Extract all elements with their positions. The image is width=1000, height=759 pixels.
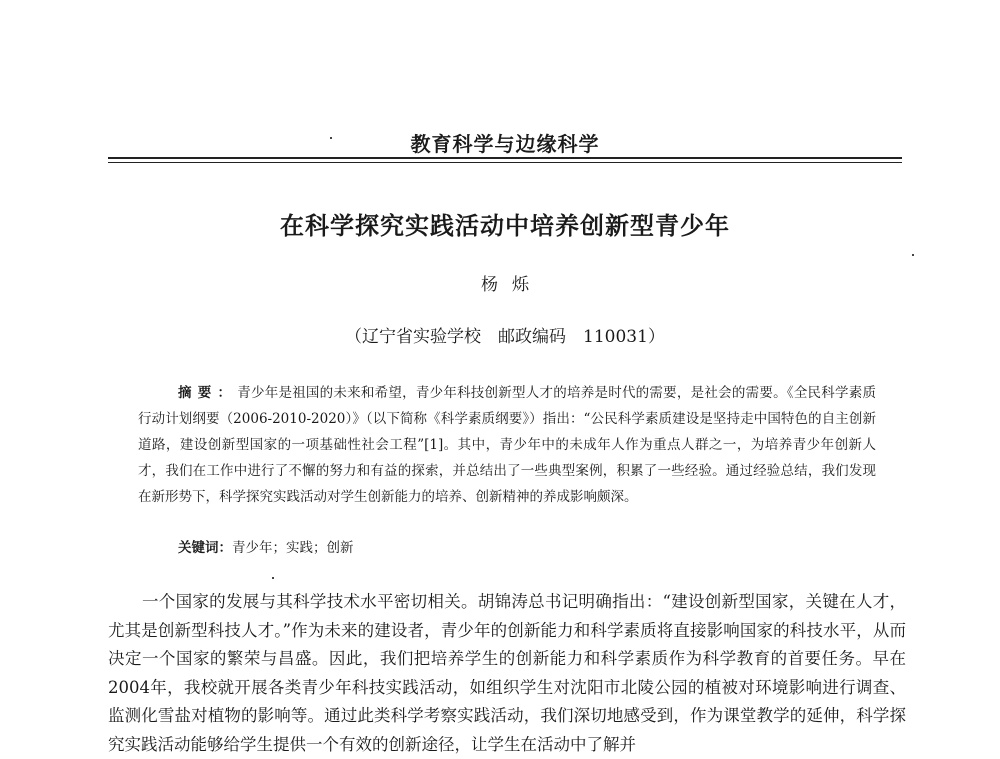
keywords-label: 关键词：	[178, 540, 232, 556]
header-rule-thin	[108, 162, 902, 163]
abstract-label: 摘要：	[178, 385, 238, 401]
scan-speck	[912, 254, 914, 256]
author-affiliation: （辽宁省实验学校 邮政编码 110031）	[345, 327, 665, 347]
keywords	[178, 536, 354, 556]
article-title: 在科学探究实践活动中培养创新型青少年	[280, 212, 730, 240]
scan-speck	[272, 577, 274, 579]
keywords-text: 青少年；实践；创新	[232, 540, 354, 556]
author-name: 杨烁	[481, 275, 543, 295]
header-rule-thick	[108, 157, 902, 159]
abstract	[138, 380, 876, 510]
scan-speck	[330, 137, 332, 139]
abstract-text: 青少年是祖国的未来和希望，青少年科技创新型人才的培养是时代的需要，是社会的需要。《全民科学素质行动计划纲要（2006-2010-2020）》（以下简称《科学素质纲要》）指出：“公民科学素质建设是坚持走中国特色的自主创新道路，建设创新型国家的一项基础性社会工程”[1]。其中，青少年中的未成年人作为重点人群之一，为培养青少年创新人才，我们在工作中进行了不懈的努力和有益的探索，并总结出了一些典型案例，积累了一些经验。通过经验总结，我们发现在新形势下，科学探究实践活动对学生创新能力的培养、创新精神的养成影响颇深。	[138, 385, 877, 505]
body-paragraph: 一个国家的发展与其科学技术水平密切相关。胡锦涛总书记明确指出：“建设创新型国家，关键在人才，尤其是创新型科技人才。”作为未来的建设者，青少年的创新能力和科学素质将直接影响国家的科技水平，从而决定一个国家的繁荣与昌盛。因此，我们把培养学生的创新能力和科学素质作为科学教育的首要任务。早在2004年，我校就开展各类青少年科技实践活动，如组织学生对沈阳市北陵公园的植被对环境影响进行调查、监测化雪盐对植物的影响等。通过此类科学考察实践活动，我们深切地感受到，作为课堂教学的延伸，科学探究实践活动能够给学生提供一个有效的创新途径，让学生在活动中了解并	[108, 592, 906, 754]
section-header: 教育科学与边缘科学	[410, 132, 600, 156]
